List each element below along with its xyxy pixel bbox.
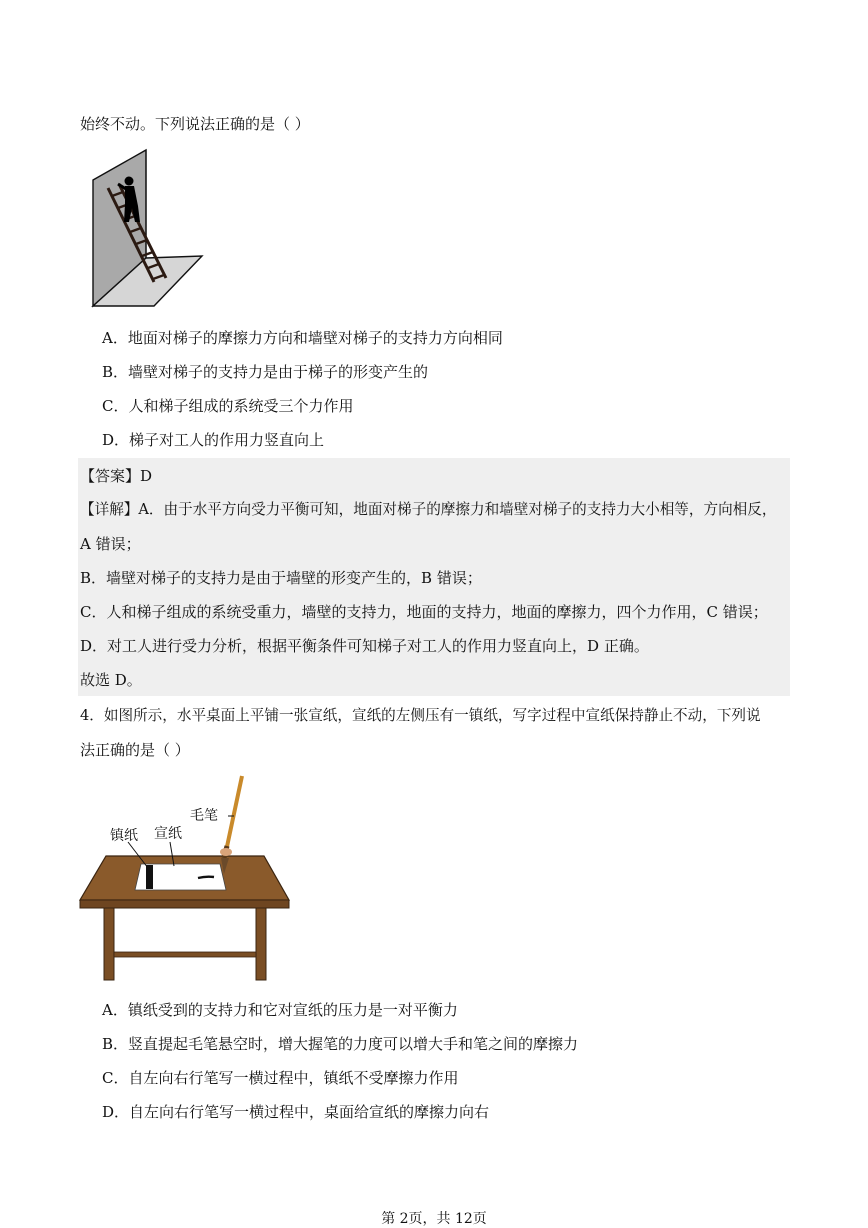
- label-paperweight: 镇纸: [110, 828, 138, 844]
- ladder-wall-figure: [88, 148, 206, 308]
- q3-detail-line-4: C．人和梯子组成的系统受重力，墙壁的支持力，地面的支持力，地面的摩擦力，四个力作用，C 错误；: [80, 603, 768, 621]
- q4-stem-line-2: 法正确的是（ ）: [80, 741, 190, 759]
- q3-option-c: C．人和梯子组成的系统受三个力作用: [102, 397, 354, 415]
- q3-option-b: B．墙壁对梯子的支持力是由于梯子的形变产生的: [102, 363, 429, 381]
- page-number-footer: 第 2页，共 12页: [381, 1211, 487, 1227]
- q3-detail-line-6: 故选 D。: [80, 671, 142, 689]
- q3-option-a: A．地面对梯子的摩擦力方向和墙壁对梯子的支持力方向相同: [102, 329, 503, 347]
- label-paper: 宣纸: [154, 826, 182, 842]
- desk-paper-brush-figure: [78, 772, 292, 984]
- q4-option-d: D．自左向右行笔写一横过程中，桌面给宣纸的摩擦力向右: [102, 1103, 490, 1121]
- q3-answer: 【答案】D: [80, 467, 153, 485]
- q3-stem-tail: 始终不动。下列说法正确的是（ ）: [80, 115, 310, 133]
- q4-option-b: B．竖直提起毛笔悬空时，增大握笔的力度可以增大手和笔之间的摩擦力: [102, 1035, 579, 1053]
- q3-detail-line-1: 【详解】A．由于水平方向受力平衡可知，地面对梯子的摩擦力和墙壁对梯子的支持力大小相等，方向相反，: [80, 501, 777, 518]
- q4-option-c: C．自左向右行笔写一横过程中，镇纸不受摩擦力作用: [102, 1069, 459, 1087]
- q3-detail-line-2: A 错误；: [80, 535, 141, 553]
- q3-detail-line-3: B．墙壁对梯子的支持力是由于墙壁的形变产生的，B 错误；: [80, 569, 482, 587]
- q3-detail-line-5: D．对工人进行受力分析，根据平衡条件可知梯子对工人的作用力竖直向上，D 正确。: [80, 637, 649, 655]
- label-brush: 毛笔: [190, 808, 218, 824]
- q4-stem-line-1: 4．如图所示，水平桌面上平铺一张宣纸，宣纸的左侧压有一镇纸，写字过程中宣纸保持静止不动，下列说: [80, 707, 761, 724]
- q3-option-d: D．梯子对工人的作用力竖直向上: [102, 431, 325, 449]
- q4-option-a: A．镇纸受到的支持力和它对宣纸的压力是一对平衡力: [102, 1001, 458, 1019]
